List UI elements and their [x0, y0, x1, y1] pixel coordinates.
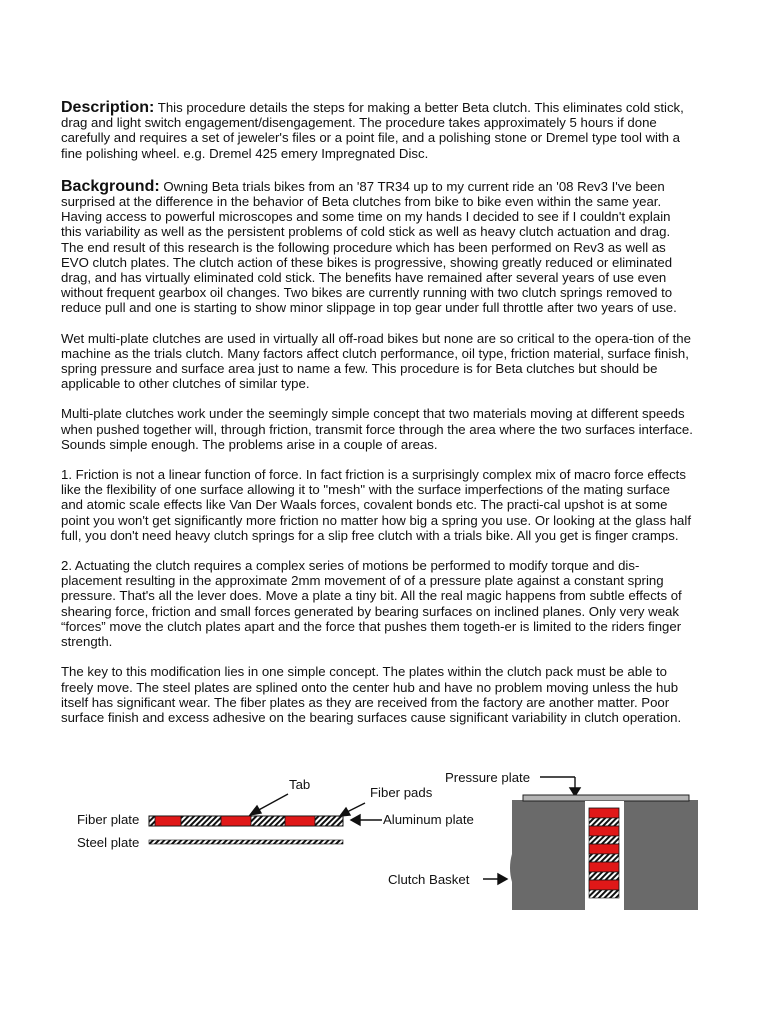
- steel-plate-strip: [149, 840, 343, 844]
- paragraph-friction: 1. Friction is not a linear function of force. In fact friction is a surprisingly complex mix of macro force effects like the flexibility of one surface allowing it to "mesh" with the surface imperfections of the mating surface and atomic scale effects like Van Der Waals forces, covalent bonds etc. The practi-cal upshot is at some point you won't get significantly more friction no matter how big a spring you use. Or looking at the glass half full, you don't need heavy clutch springs for a slip free clutch with a trials bike. All you get is finger cramps.: [61, 467, 691, 543]
- paragraph-multi-plate-concept: Multi-plate clutches work under the seemingly simple concept that two materials moving at different speeds when pushed together will, through friction, transmit force through the area where the two surfaces interface. Sounds simple enough. The problems arise in a couple of areas.: [61, 406, 693, 452]
- document-body: [61, 100, 693, 725]
- clutch-basket-label: Clutch Basket: [388, 872, 470, 887]
- pressure-plate-label: Pressure plate: [445, 770, 531, 785]
- clutch-diagram: [0, 760, 768, 910]
- fiber-pads-label: Fiber pads: [370, 785, 433, 800]
- background-text: Owning Beta trials bikes from an '87 TR34 up to my current ride an '08 Rev3 I've been surprised at the difference in the behavior of Beta clutches from bike to bike even within the same year. Having access to powerful microscopes and some time on my hands I decided to see if I couldn't explain this variability as well as the persistent problems of cold stick as well as heavy clutch actuation and drag. The end result of this research is the following procedure which has been performed on Rev3 as well as EVO clutch plates. The clutch action of these bikes is progressive, showing greatly reduced or eliminated drag, and has virtually eliminated cold stick. The benefits have remained after several years of use even without frequent gearbox oil changes. Two bikes are currently running with two clutch springs removed to reduce pull and one is starting to show minor slippage in top gear under full throttle after two years of use.: [61, 178, 677, 316]
- paragraph-oil-clutches: Wet multi-plate clutches are used in virtually all off-road bikes but none are so critical to the opera-tion of the machine as the trials clutch. Many factors affect clutch performance, oil type, friction material, surface finish, spring pressure and surface area just to name a few. This procedure is for Beta clutches but should be applicable to other clutches of similar type.: [61, 330, 691, 392]
- background-paragraph: [61, 179, 693, 316]
- aluminum-plate-label: Aluminum plate: [383, 812, 474, 827]
- fiber-pad: [285, 816, 315, 826]
- paragraph-actuation: 2. Actuating the clutch requires a complex series of motions be performed to modify torque and dis-placement resulting in the approximate 2mm movement of of a pressure plate against a constant spring pressure. That's all the lever does. Move a plate a tiny bit. All the real magic happens from subtle effects of shearing force, friction and small forces generated by bearing surfaces on inclined planes. Only very weak “forces” move the clutch plates apart and the force that pushes them togeth-er is limited to the riders finger strength.: [61, 558, 682, 650]
- fiber-pad: [221, 816, 251, 826]
- tab-label: Tab: [289, 777, 311, 792]
- steel-plate-label: Steel plate: [77, 835, 140, 850]
- fiber-plate-strip: [149, 816, 343, 826]
- fiber-pad: [155, 816, 181, 826]
- description-text: This procedure details the steps for making a better Beta clutch. This eliminates cold stick, drag and light switch engagement/disengagement. The procedure takes approximately 5 hours if done carefully and requires a set of jeweler's files or a point file, and a polishing stone or Dremel type tool with a fine polishing wheel. e.g. Dremel 425 emery Impregnated Disc.: [61, 100, 684, 161]
- description-paragraph: [61, 100, 693, 161]
- background-heading: Background:: [61, 177, 160, 195]
- paragraph-key-concept: The key to this modification lies in one simple concept. The plates within the clutch pack must be able to freely move. The steel plates are splined onto the center hub and have no problem moving unless the hub itself has significant wear. The fiber plates as they are received from the factory are another matter. Poor surface finish and excess adhesive on the bearing surfaces cause significant variability in clutch operation.: [61, 664, 682, 725]
- pressure-plate: [523, 795, 689, 801]
- fiber-plate-label: Fiber plate: [77, 812, 140, 827]
- description-heading: Description:: [61, 99, 155, 116]
- clutch-basket: [510, 795, 698, 910]
